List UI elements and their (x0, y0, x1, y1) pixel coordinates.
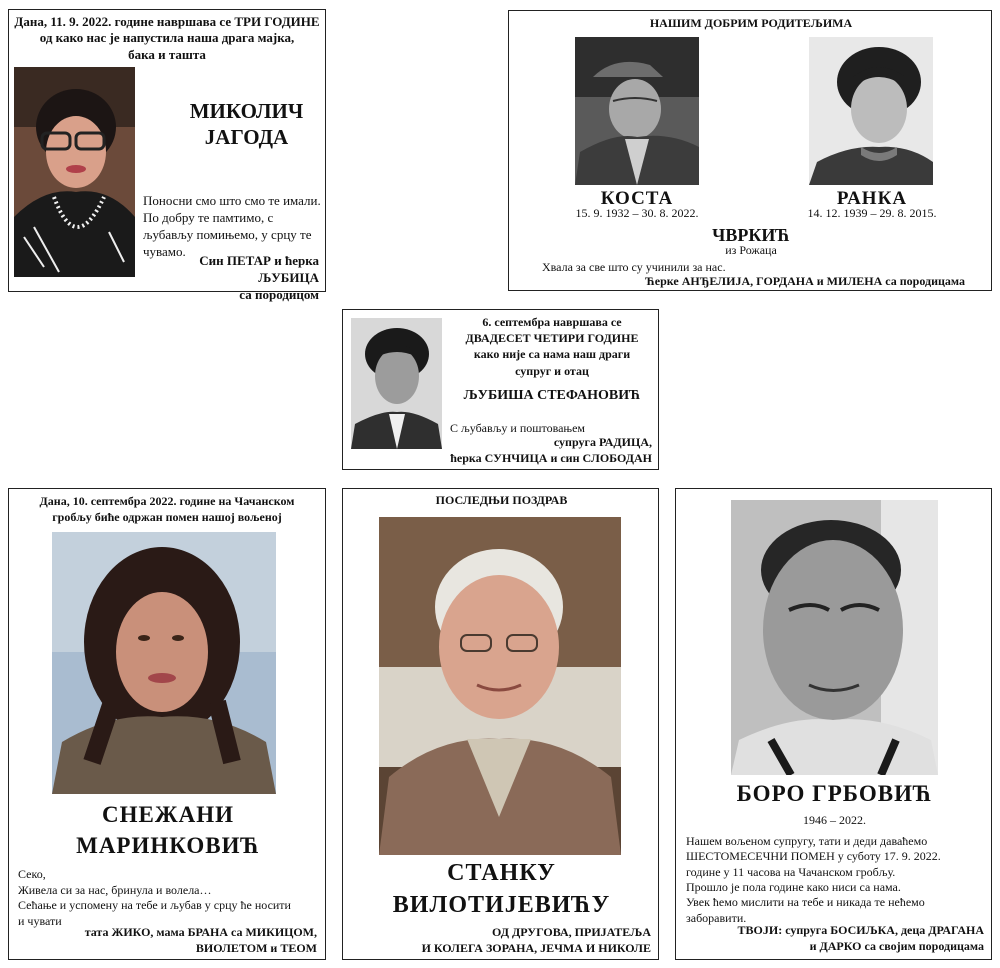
notice-header: Дана, 10. септембра 2022. године на Чачанском гробљу биће одржан помен нашој вољеној (39, 494, 295, 525)
deceased-name: СТАНКУ ВИЛОТИЈЕВИЋУ (392, 860, 611, 919)
notice-signature: Син ПЕТАР и ћерка ЉУБИЦА са породицом (199, 253, 319, 302)
deceased-dates: 1946 – 2022. (803, 813, 866, 827)
parent-dates-kosta: 15. 9. 1932 – 30. 8. 2022. (575, 206, 699, 220)
portrait-photo-grbovic (731, 500, 938, 775)
deceased-name: МИКОЛИЧ ЈАГОДА (189, 99, 304, 150)
obituary-notice-marinkovic (8, 488, 326, 960)
portrait-photo-vilotijevic (379, 517, 621, 855)
obituary-notice-vilotijevic (342, 488, 659, 960)
notice-header: ПОСЛЕДЊИ ПОЗДРАВ (435, 493, 568, 507)
parent-name-ranka: РАНКА (836, 188, 908, 209)
portrait-photo-kosta (575, 37, 699, 185)
parent-name-kosta: КОСТА (600, 188, 674, 209)
obituary-notice-cvrkic (508, 10, 992, 291)
notice-signature: тата ЖИКО, мама БРАНА са МИКИЦОМ, ВИОЛЕТОМ и ТЕОМ (84, 925, 317, 955)
obituary-notice-mikolic (8, 9, 326, 302)
notice-signature: супруга РАДИЦА, ћерка СУНЧИЦА и син СЛОБОДАН (450, 435, 652, 465)
notice-signature: ОД ДРУГОВА, ПРИЈАТЕЉА И КОЛЕГА ЗОРАНА, ЈЕЧМА И НИКОЛЕ (421, 925, 651, 955)
parent-dates-ranka: 14. 12. 1939 – 29. 8. 2015. (807, 206, 937, 220)
portrait-photo-mikolic (14, 67, 135, 277)
portrait-photo-ranka (809, 37, 933, 185)
family-origin: из Рожаца (725, 243, 777, 257)
notice-text: Хвала за све што су учинили за нас. (542, 260, 726, 274)
obituary-notice-stefanovic (342, 309, 659, 470)
notice-text: Секо, Живела си за нас, бринула и волела… Сећање и успомену на тебе и љубав у срцу ће носити и чувати (18, 867, 291, 928)
portrait-photo-marinkovic (52, 532, 276, 794)
notice-text: Поносни смо што смо те имали. По добру те памтимо, с љубављу помињемо, у срцу те чувамо. (143, 193, 321, 259)
deceased-name: ЉУБИША СТЕФАНОВИЋ (463, 388, 641, 403)
notice-signature: Ћерке АНЂЕЛИЈА, ГОРДАНА и МИЛЕНА са породицама (645, 274, 965, 288)
portrait-photo-stefanovic (351, 318, 442, 449)
notice-text: С љубављу и поштовањем (450, 421, 585, 435)
notice-header: НАШИМ ДОБРИМ РОДИТЕЉИМА (649, 16, 853, 30)
notice-signature: ТВОЈИ: супруга БОСИЉКА, деца ДРАГАНА и ДАРКО са својим породицама (737, 923, 984, 953)
deceased-name: БОРО ГРБОВИЋ (736, 781, 933, 806)
deceased-name: СНЕЖАНИ МАРИНКОВИЋ (76, 802, 260, 859)
obituary-notice-grbovic (675, 488, 992, 960)
notice-header: Дана, 11. 9. 2022. године навршава се ТРИ ГОДИНЕ од како нас је напустила наша драга мајка, бака и ташта (14, 14, 320, 62)
notice-header: 6. септембра навршава се ДВАДЕСЕТ ЧЕТИРИ ГОДИНЕ како није са нама наш драги супруг и отац (465, 315, 639, 378)
notice-text: Нашем вољеном супругу, тати и деди даваћемо ШЕСТОМЕСЕЧНИ ПОМЕН у суботу 17. 9. 2022. године у 11 часова на Чачанском гробљу. Прошло је пола године како ниси са нама. Увек ћемо мислити на тебе и никада те нећемо заборавити. (686, 834, 941, 925)
family-surname: ЧВРКИЋ (712, 225, 790, 245)
